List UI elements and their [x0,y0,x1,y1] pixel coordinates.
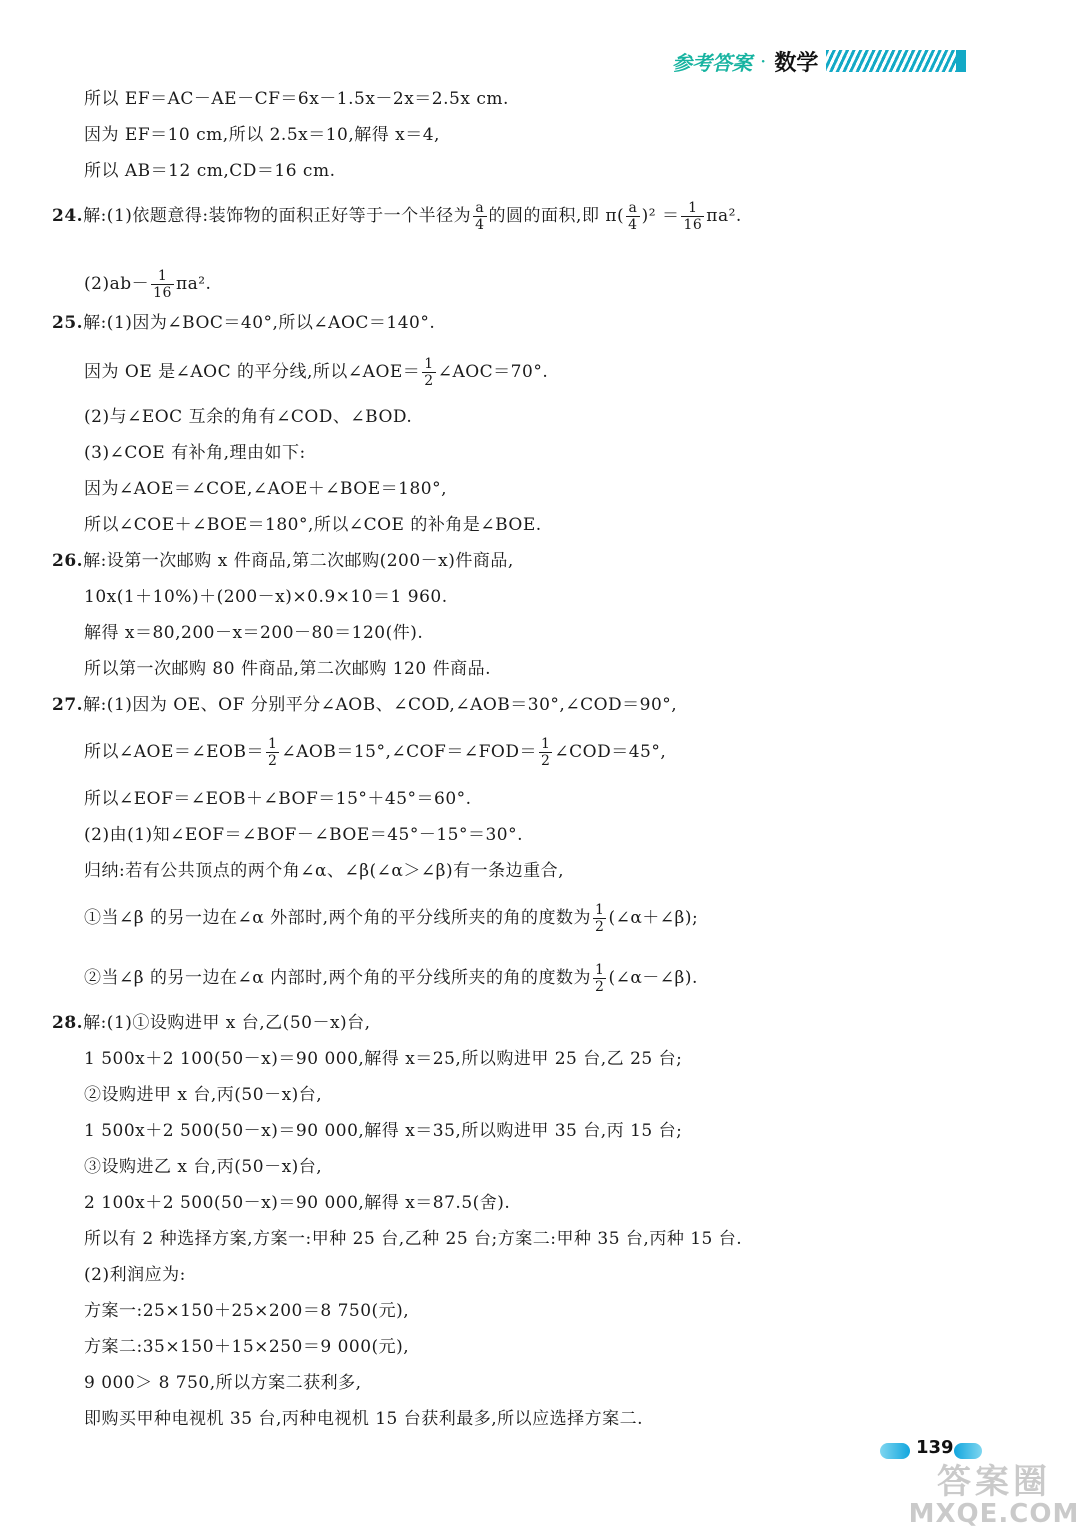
page-number: 139 [916,1437,954,1458]
answer-line [84,1408,643,1430]
line-text: 所以第一次邮购 80 件商品,第二次邮购 120 件商品. [84,659,492,679]
answer-line [84,902,698,935]
line-text: ①当∠β 的另一边在∠α 外部时,两个角的平分线所夹的角的度数为 [84,908,592,928]
line-text: 因为 OE 是∠AOC 的平分线,所以∠AOE＝ [84,362,421,382]
answer-line [84,736,666,769]
question-number: 25. [52,313,84,333]
answer-line [84,860,564,882]
subject-title: 数学 [774,50,819,76]
line-text: 解得 x＝80,200－x＝200－80＝120(件). [84,623,424,643]
watermark [906,1464,1082,1530]
answer-line [84,1084,322,1106]
answer-line [84,406,412,428]
question-number: 24. [52,206,84,226]
line-text: (3)∠COE 有补角,理由如下: [84,443,306,463]
watermark-line2: MXQE.COM [908,1499,1080,1529]
fraction [626,200,639,233]
fraction-numerator: 1 [267,736,278,752]
line-text: ③设购进乙 x 台,丙(50－x)台, [84,1157,323,1177]
line-text: πa². [706,206,742,226]
answer-line [84,824,523,846]
answer-line [84,962,698,995]
line-text: ②设购进甲 x 台,丙(50－x)台, [84,1085,323,1105]
line-text: 1 500x＋2 100(50－x)＝90 000,解得 x＝25,所以购进甲 25 台,乙 25 台; [84,1049,683,1069]
question-number: 28. [52,1013,84,1033]
fraction [593,962,606,995]
question-number: 27. [52,695,84,715]
answer-line [84,1300,409,1322]
answer-line [52,550,514,572]
line-text: 解:(1)因为∠BOC＝40°,所以∠AOC＝140°. [83,313,436,333]
line-text: 9 000＞ 8 750,所以方案二获利多, [84,1373,362,1393]
answer-line [84,442,306,464]
fraction-numerator: a [626,200,639,217]
fraction-numerator: a [473,200,486,217]
line-text: 2 100x＋2 500(50－x)＝90 000,解得 x＝87.5(舍). [84,1193,511,1213]
answer-line [52,694,677,716]
line-text: 解:(1)因为 OE、OF 分别平分∠AOB、∠COD,∠AOB＝30°,∠COD＝90°, [83,695,678,715]
line-text: 因为∠AOE＝∠COE,∠AOE＋∠BOE＝180°, [84,479,447,499]
line-text: (2)与∠EOC 互余的角有∠COD、∠BOD. [84,407,413,427]
answer-line [84,1372,362,1394]
fraction [539,736,552,769]
line-text: 即购买甲种电视机 35 台,丙种电视机 15 台获利最多,所以应选择方案二. [84,1409,644,1429]
page-header [672,44,966,78]
header-separator: · [760,49,767,73]
line-text: ∠COD＝45°, [554,742,667,762]
footer-pill-left [880,1443,910,1459]
line-text: ∠AOC＝70°. [437,362,549,382]
answer-line [84,658,491,680]
line-text: ∠AOB＝15°,∠COF＝∠FOD＝ [281,742,537,762]
line-text: 所以有 2 种选择方案,方案一:甲种 25 台,乙种 25 台;方案二:甲种 35 台,丙种 15 台. [84,1229,743,1249]
line-text: 解:(1)①设购进甲 x 台,乙(50－x)台, [83,1013,371,1033]
line-text: )² ＝ [641,206,680,226]
answer-line [84,268,211,301]
fraction-denominator: 4 [475,217,485,233]
line-text: 所以∠COE＋∠BOE＝180°,所以∠COE 的补角是∠BOE. [84,515,542,535]
answer-line [84,356,548,389]
line-text: 方案一:25×150＋25×200＝8 750(元), [84,1301,410,1321]
line-text: 所以∠AOE＝∠EOB＝ [84,742,264,762]
answer-line [84,1048,682,1070]
footer-pill-right [954,1443,982,1459]
fraction-numerator: 1 [424,356,434,372]
fraction [266,736,279,769]
line-text: 10x(1＋10%)＋(200－x)×0.9×10＝1 960. [84,587,448,607]
answer-line [52,312,435,334]
answer-line [84,788,472,810]
line-text: 因为 EF＝10 cm,所以 2.5x＝10,解得 x＝4, [84,125,440,145]
line-text: 解:设第一次邮购 x 件商品,第二次邮购(200－x)件商品, [83,551,514,571]
answer-line [84,1228,742,1250]
fraction-numerator: 1 [595,962,605,978]
line-text: (2)由(1)知∠EOF＝∠BOF－∠BOE＝45°－15°＝30°. [84,825,524,845]
fraction [151,268,174,301]
answer-line [84,160,335,182]
fraction-denominator: 16 [683,217,703,233]
line-text: 1 500x＋2 500(50－x)＝90 000,解得 x＝35,所以购进甲 35 台,丙 15 台; [84,1121,683,1141]
answer-line [84,124,440,146]
fraction-numerator: 1 [151,268,174,285]
fraction-denominator: 4 [628,217,638,233]
fraction-denominator: 2 [595,919,605,935]
answer-line [84,1120,682,1142]
fraction-denominator: 2 [540,753,551,769]
line-text: 的圆的面积,即 π( [488,206,625,226]
answer-line [84,1192,510,1214]
line-text: 方案二:35×150＋15×250＝9 000(元), [84,1337,410,1357]
line-text: 所以∠EOF＝∠EOB＋∠BOF＝15°＋45°＝60°. [84,789,472,809]
line-text: (∠α－∠β). [608,968,698,988]
fraction [422,356,435,389]
line-text: 所以 AB＝12 cm,CD＝16 cm. [84,161,336,181]
line-text: 归纳:若有公共顶点的两个角∠α、∠β(∠α＞∠β)有一条边重合, [84,861,564,881]
answer-line [84,586,448,608]
watermark-line1: 答案圈 [937,1462,1051,1502]
fraction-numerator: 1 [681,200,704,217]
line-text: (2)利润应为: [84,1265,186,1285]
fraction-numerator: 1 [595,902,605,918]
fraction-numerator: 1 [540,736,551,752]
line-text: (∠α＋∠β); [608,908,699,928]
answer-line [84,622,423,644]
line-text: (2)ab－ [84,274,150,294]
line-text: πa². [175,274,212,294]
answer-line [84,478,447,500]
answer-line [84,1156,322,1178]
line-text: ②当∠β 的另一边在∠α 内部时,两个角的平分线所夹的角的度数为 [84,968,592,988]
fraction-denominator: 2 [424,373,434,389]
fraction-denominator: 2 [595,979,605,995]
fraction-denominator: 2 [267,753,278,769]
answer-line [52,200,742,233]
answer-line [52,1012,371,1034]
line-text: 解:(1)依题意得:装饰物的面积正好等于一个半径为 [83,206,472,226]
answer-line [84,1264,186,1286]
line-text: 所以 EF＝AC－AE－CF＝6x－1.5x－2x＝2.5x cm. [84,89,509,109]
question-number: 26. [52,551,84,571]
fraction-denominator: 16 [153,285,172,301]
answer-key-tag: 参考答案 [672,50,752,75]
fraction [593,902,606,935]
answer-line [84,514,542,536]
fraction [681,200,704,233]
answer-line [84,88,509,110]
header-stripe-decoration [826,50,966,72]
fraction [473,200,486,233]
answer-line [84,1336,409,1358]
